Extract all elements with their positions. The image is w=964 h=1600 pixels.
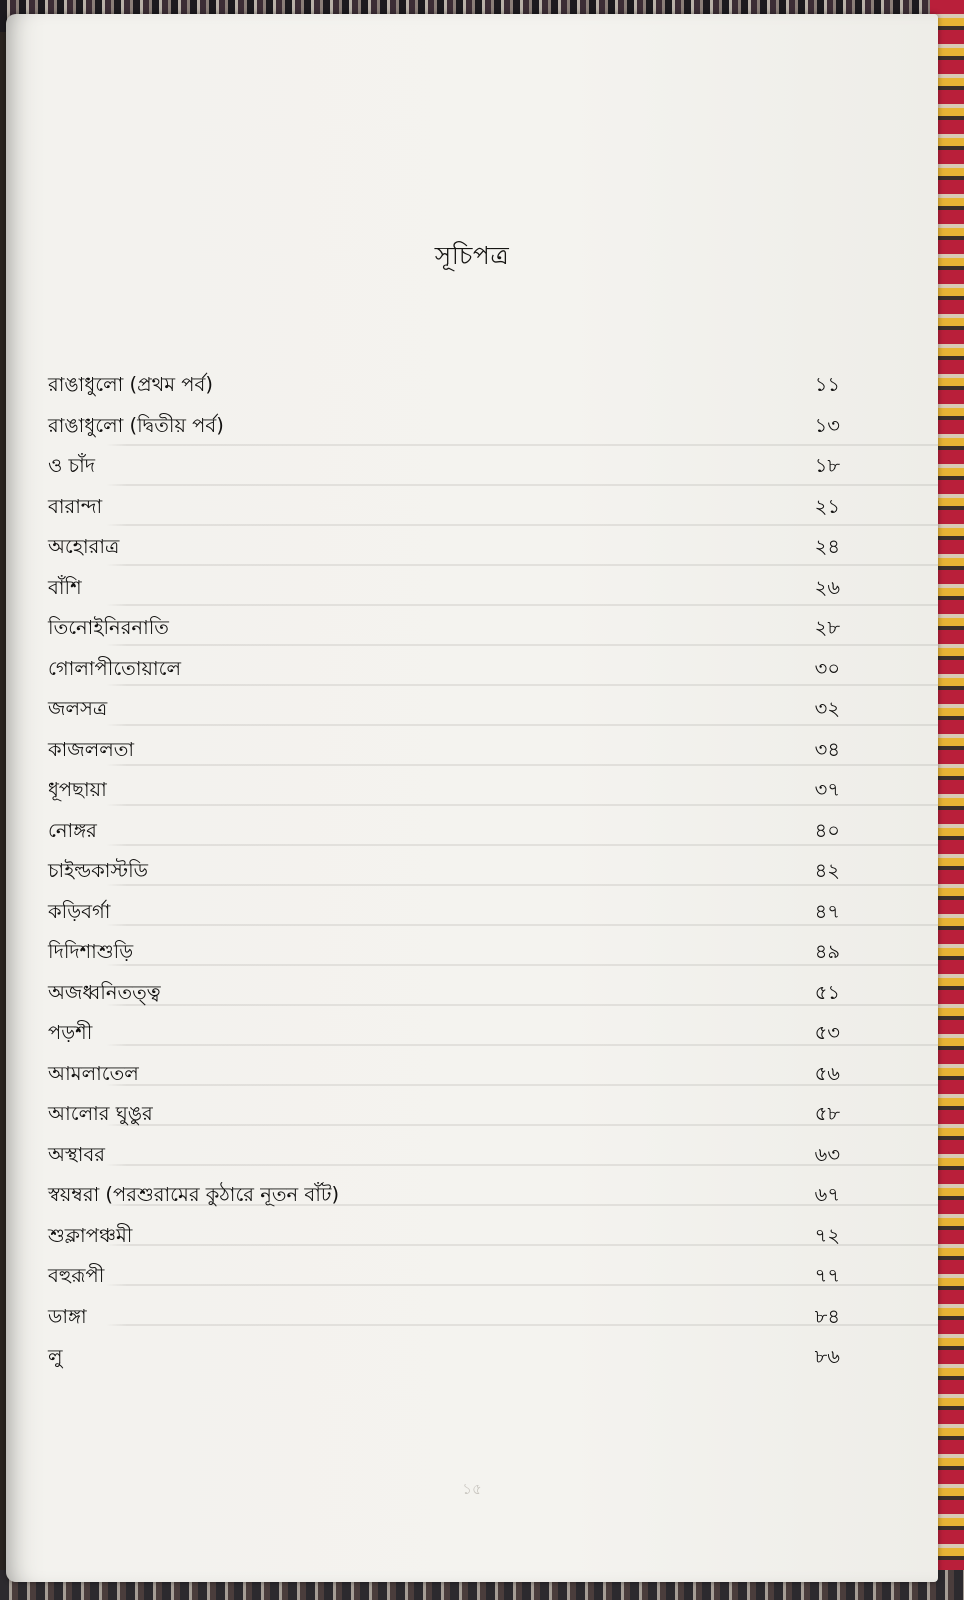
entry-page-number: ২৪ — [814, 535, 840, 558]
toc-entry — [48, 614, 840, 655]
entry-page-number: ৮৬ — [814, 1345, 840, 1368]
toc-entry — [48, 817, 840, 858]
toc-entry — [48, 574, 840, 615]
entry-page-number: ৩৭ — [814, 778, 840, 801]
entry-page-number: ৫৬ — [814, 1061, 840, 1085]
entry-page-number: ৭২ — [814, 1223, 840, 1247]
toc-entry — [48, 533, 840, 574]
entry-title: অহোরাত্র — [48, 535, 120, 558]
entry-title: শুক্লাপঞ্চমী — [48, 1223, 133, 1247]
entry-page-number: ১১ — [814, 373, 840, 396]
entry-page-number: ৩০ — [814, 656, 840, 680]
page-title: সূচিপত্র — [434, 241, 510, 270]
entry-page-number: ৭৭ — [814, 1264, 840, 1287]
entry-page-number: ৩২ — [814, 697, 840, 720]
toc-entry — [48, 1100, 840, 1141]
toc-entry — [48, 452, 840, 493]
entry-page-number: ৪২ — [814, 859, 840, 882]
toc-entry — [48, 1141, 840, 1182]
entry-page-number: ৬৩ — [814, 1142, 840, 1166]
toc-entry — [48, 1181, 840, 1222]
entry-title: অস্থাবর — [48, 1142, 106, 1166]
entry-title: পড়শী — [48, 1021, 93, 1044]
entry-title: গোলাপীতোয়ালে — [48, 656, 181, 680]
entry-page-number: ১৮ — [814, 454, 840, 477]
entry-page-number: ৫১ — [814, 980, 840, 1004]
entry-page-number: ৫৩ — [814, 1021, 840, 1044]
entry-title: ডাঙ্গা — [48, 1304, 87, 1328]
entry-page-number: ১৩ — [814, 413, 840, 437]
entry-page-number: ৮৪ — [814, 1304, 840, 1328]
entry-title: বহুরূপী — [48, 1264, 105, 1287]
entry-page-number: ৪০ — [814, 818, 840, 842]
toc-entry — [48, 938, 840, 979]
toc-entry — [48, 655, 840, 696]
entry-title: রাঙাধুলো (প্রথম পর্ব) — [48, 373, 214, 396]
entry-page-number: ৪৯ — [814, 940, 840, 963]
toc-entry — [48, 979, 840, 1020]
entry-title: চাইল্ডকাস্টডি — [48, 859, 149, 882]
entry-title: নোঙ্গর — [48, 818, 97, 842]
entry-title: জলসত্র — [48, 697, 108, 720]
entry-page-number: ৬৭ — [814, 1183, 840, 1206]
entry-title: অজধ্বনিতত্ত্ব — [48, 980, 161, 1004]
entry-title: বাঁশি — [48, 575, 82, 599]
toc-entry — [48, 1262, 840, 1303]
toc-entry — [48, 1343, 840, 1384]
toc-entry — [48, 736, 840, 777]
toc-entry — [48, 1222, 840, 1263]
toc-entry — [48, 1060, 840, 1101]
entry-title: লু — [48, 1345, 63, 1368]
book-page — [6, 14, 938, 1582]
page-number: ১৫ — [462, 1480, 482, 1498]
entry-page-number: ২৮ — [814, 616, 840, 639]
entry-title: কড়িবর্গা — [48, 899, 111, 923]
entry-title: দিদিশাশুড়ি — [48, 940, 134, 963]
entry-title: ধূপছায়া — [48, 778, 107, 801]
entry-title: ও চাঁদ — [48, 454, 95, 477]
entry-page-number: ৫৮ — [814, 1102, 840, 1125]
entry-title: রাঙাধুলো (দ্বিতীয় পর্ব) — [48, 413, 224, 437]
toc-entry — [48, 493, 840, 534]
toc-entry — [48, 776, 840, 817]
entry-title: তিনোইনিরনাতি — [48, 616, 169, 639]
toc-entry — [48, 1019, 840, 1060]
entry-title: আমলাতেল — [48, 1061, 139, 1085]
entry-page-number: ২৬ — [814, 575, 840, 599]
toc-entry — [48, 1303, 840, 1344]
toc-entry — [48, 412, 840, 453]
entry-page-number: ৪৭ — [814, 899, 840, 923]
entry-title: বারান্দা — [48, 494, 103, 518]
toc-entry — [48, 371, 840, 412]
entry-title: স্বয়ম্বরা (পরশুরামের কুঠারে নূতন বাঁট) — [48, 1183, 340, 1206]
entry-title: আলোর ঘুঙুর — [48, 1102, 153, 1125]
toc-entry — [48, 898, 840, 939]
toc-entry — [48, 857, 840, 898]
entry-page-number: ২১ — [814, 494, 840, 518]
table-of-contents — [48, 371, 840, 1384]
entry-title: কাজললতা — [48, 737, 135, 761]
entry-page-number: ৩৪ — [814, 737, 840, 761]
toc-entry — [48, 695, 840, 736]
